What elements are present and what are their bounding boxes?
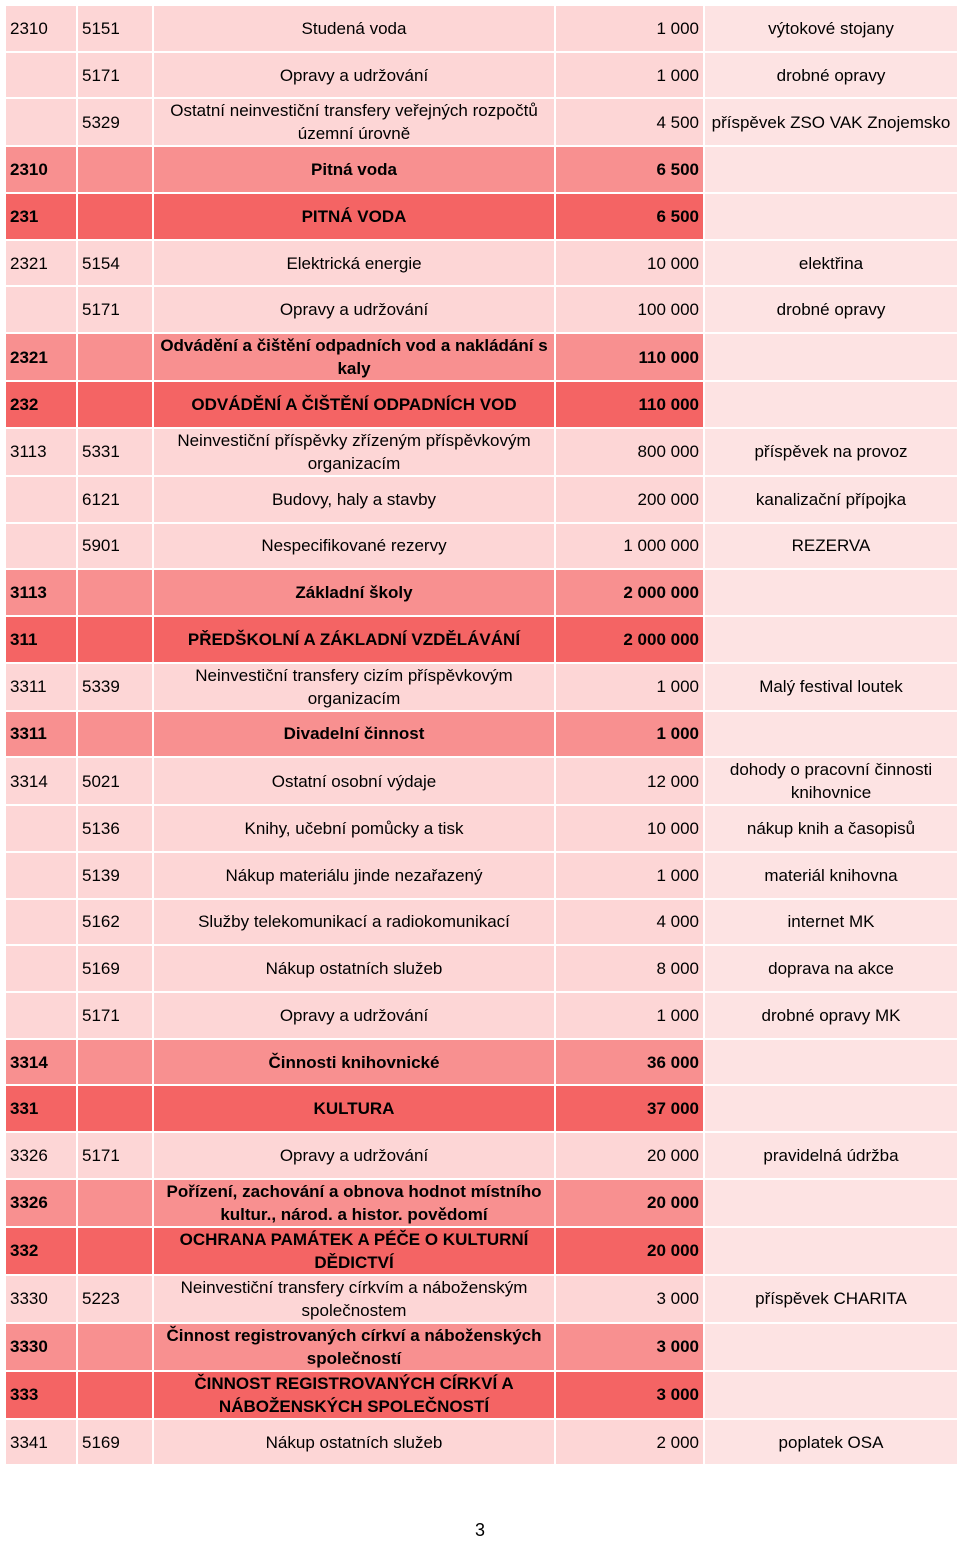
- paragraph-cell: 2310: [5, 5, 77, 52]
- note-cell: [704, 146, 958, 193]
- note-cell: [704, 193, 958, 240]
- note-cell: [704, 569, 958, 616]
- item-code-cell: [77, 333, 153, 381]
- note-cell: drobné opravy MK: [704, 992, 958, 1039]
- item-code-cell: 5169: [77, 1419, 153, 1466]
- paragraph-cell: 332: [5, 1227, 77, 1275]
- note-cell: [704, 711, 958, 758]
- paragraph-cell: 3330: [5, 1275, 77, 1323]
- paragraph-cell: [5, 852, 77, 899]
- amount-cell: 6 500: [555, 193, 704, 240]
- name-cell: ODVÁDĚNÍ A ČIŠTĚNÍ ODPADNÍCH VOD: [153, 381, 555, 428]
- amount-cell: 1 000: [555, 852, 704, 899]
- item-code-cell: 5171: [77, 1132, 153, 1179]
- paragraph-cell: 331: [5, 1085, 77, 1132]
- amount-cell: 110 000: [555, 333, 704, 381]
- name-cell: Pitná voda: [153, 146, 555, 193]
- item-code-cell: [77, 1179, 153, 1227]
- table-row: [5, 1419, 958, 1466]
- note-cell: výtokové stojany: [704, 5, 958, 52]
- item-code-cell: [77, 711, 153, 758]
- name-cell: Pořízení, zachování a obnova hodnot místního kultur., národ. a histor. povědomí: [153, 1179, 555, 1227]
- name-cell: Ostatní neinvestiční transfery veřejných rozpočtů územní úrovně: [153, 98, 555, 146]
- table-row: [5, 523, 958, 570]
- amount-cell: 2 000 000: [555, 569, 704, 616]
- note-cell: [704, 1179, 958, 1227]
- amount-cell: 1 000: [555, 52, 704, 99]
- paragraph-cell: [5, 992, 77, 1039]
- amount-cell: 3 000: [555, 1371, 704, 1419]
- amount-cell: 8 000: [555, 945, 704, 992]
- name-cell: Divadelní činnost: [153, 711, 555, 758]
- amount-cell: 1 000: [555, 711, 704, 758]
- table-row: [5, 428, 958, 476]
- paragraph-cell: 231: [5, 193, 77, 240]
- amount-cell: 20 000: [555, 1132, 704, 1179]
- name-cell: Nákup ostatních služeb: [153, 1419, 555, 1466]
- name-cell: Opravy a udržování: [153, 52, 555, 99]
- item-code-cell: 5151: [77, 5, 153, 52]
- table-row: [5, 945, 958, 992]
- name-cell: Neinvestiční transfery cizím příspěvkovým organizacím: [153, 663, 555, 711]
- name-cell: OCHRANA PAMÁTEK A PÉČE O KULTURNÍ DĚDICTVÍ: [153, 1227, 555, 1275]
- name-cell: Činnost registrovaných církví a náboženských společností: [153, 1323, 555, 1371]
- name-cell: Neinvestiční transfery církvím a náboženským společnostem: [153, 1275, 555, 1323]
- item-code-cell: [77, 193, 153, 240]
- amount-cell: 110 000: [555, 381, 704, 428]
- table-row: [5, 286, 958, 333]
- name-cell: Nákup ostatních služeb: [153, 945, 555, 992]
- note-cell: kanalizační přípojka: [704, 476, 958, 523]
- paragraph-cell: [5, 52, 77, 99]
- note-cell: drobné opravy: [704, 286, 958, 333]
- paragraph-cell: 3311: [5, 711, 77, 758]
- amount-cell: 10 000: [555, 240, 704, 287]
- amount-cell: 6 500: [555, 146, 704, 193]
- note-cell: pravidelná údržba: [704, 1132, 958, 1179]
- item-code-cell: [77, 1323, 153, 1371]
- note-cell: [704, 1227, 958, 1275]
- amount-cell: 2 000: [555, 1419, 704, 1466]
- note-cell: příspěvek na provoz: [704, 428, 958, 476]
- name-cell: Služby telekomunikací a radiokomunikací: [153, 899, 555, 946]
- table-row: [5, 240, 958, 287]
- paragraph-cell: [5, 945, 77, 992]
- name-cell: PITNÁ VODA: [153, 193, 555, 240]
- item-code-cell: 5329: [77, 98, 153, 146]
- group-total-row: [5, 381, 958, 428]
- table-row: [5, 757, 958, 805]
- name-cell: Opravy a udržování: [153, 1132, 555, 1179]
- note-cell: nákup knih a časopisů: [704, 805, 958, 852]
- item-code-cell: 5331: [77, 428, 153, 476]
- paragraph-cell: 232: [5, 381, 77, 428]
- item-code-cell: 6121: [77, 476, 153, 523]
- paragraph-cell: 3341: [5, 1419, 77, 1466]
- name-cell: Ostatní osobní výdaje: [153, 757, 555, 805]
- paragraph-subtotal-row: [5, 146, 958, 193]
- item-code-cell: 5171: [77, 992, 153, 1039]
- paragraph-cell: 333: [5, 1371, 77, 1419]
- amount-cell: 1 000 000: [555, 523, 704, 570]
- note-cell: drobné opravy: [704, 52, 958, 99]
- note-cell: příspěvek ZSO VAK Znojemsko: [704, 98, 958, 146]
- note-cell: [704, 333, 958, 381]
- note-cell: [704, 616, 958, 663]
- amount-cell: 12 000: [555, 757, 704, 805]
- note-cell: [704, 1323, 958, 1371]
- item-code-cell: [77, 1227, 153, 1275]
- item-code-cell: 5169: [77, 945, 153, 992]
- paragraph-subtotal-row: [5, 711, 958, 758]
- table-row: [5, 98, 958, 146]
- paragraph-cell: [5, 98, 77, 146]
- paragraph-cell: 2310: [5, 146, 77, 193]
- table-row: [5, 899, 958, 946]
- group-total-row: [5, 1085, 958, 1132]
- group-total-row: [5, 193, 958, 240]
- amount-cell: 4 500: [555, 98, 704, 146]
- note-cell: příspěvek CHARITA: [704, 1275, 958, 1323]
- amount-cell: 100 000: [555, 286, 704, 333]
- amount-cell: 4 000: [555, 899, 704, 946]
- note-cell: [704, 1371, 958, 1419]
- name-cell: Odvádění a čištění odpadních vod a nakládání s kaly: [153, 333, 555, 381]
- paragraph-cell: [5, 805, 77, 852]
- item-code-cell: [77, 1085, 153, 1132]
- item-code-cell: [77, 1039, 153, 1086]
- amount-cell: 37 000: [555, 1085, 704, 1132]
- name-cell: Elektrická energie: [153, 240, 555, 287]
- name-cell: Základní školy: [153, 569, 555, 616]
- item-code-cell: 5136: [77, 805, 153, 852]
- amount-cell: 800 000: [555, 428, 704, 476]
- table-row: [5, 663, 958, 711]
- paragraph-subtotal-row: [5, 569, 958, 616]
- amount-cell: 200 000: [555, 476, 704, 523]
- paragraph-cell: [5, 476, 77, 523]
- table-row: [5, 992, 958, 1039]
- table-row: [5, 1275, 958, 1323]
- amount-cell: 1 000: [555, 5, 704, 52]
- paragraph-cell: 3314: [5, 757, 77, 805]
- paragraph-cell: [5, 899, 77, 946]
- name-cell: Činnosti knihovnické: [153, 1039, 555, 1086]
- item-code-cell: 5154: [77, 240, 153, 287]
- note-cell: REZERVA: [704, 523, 958, 570]
- note-cell: [704, 1039, 958, 1086]
- item-code-cell: 5162: [77, 899, 153, 946]
- item-code-cell: 5171: [77, 52, 153, 99]
- paragraph-cell: [5, 523, 77, 570]
- budget-table: [4, 4, 959, 1466]
- name-cell: ČINNOST REGISTROVANÝCH CÍRKVÍ A NÁBOŽENSKÝCH SPOLEČNOSTÍ: [153, 1371, 555, 1419]
- note-cell: doprava na akce: [704, 945, 958, 992]
- note-cell: [704, 1085, 958, 1132]
- paragraph-cell: 3113: [5, 569, 77, 616]
- amount-cell: 3 000: [555, 1275, 704, 1323]
- paragraph-cell: 311: [5, 616, 77, 663]
- item-code-cell: 5171: [77, 286, 153, 333]
- item-code-cell: 5339: [77, 663, 153, 711]
- name-cell: Opravy a udržování: [153, 992, 555, 1039]
- paragraph-cell: 3311: [5, 663, 77, 711]
- item-code-cell: [77, 569, 153, 616]
- item-code-cell: 5139: [77, 852, 153, 899]
- paragraph-cell: 3326: [5, 1132, 77, 1179]
- paragraph-subtotal-row: [5, 333, 958, 381]
- note-cell: internet MK: [704, 899, 958, 946]
- name-cell: Knihy, učební pomůcky a tisk: [153, 805, 555, 852]
- group-total-row: [5, 1371, 958, 1419]
- name-cell: PŘEDŠKOLNÍ A ZÁKLADNÍ VZDĚLÁVÁNÍ: [153, 616, 555, 663]
- item-code-cell: 5901: [77, 523, 153, 570]
- note-cell: [704, 381, 958, 428]
- amount-cell: 10 000: [555, 805, 704, 852]
- paragraph-cell: [5, 286, 77, 333]
- name-cell: Studená voda: [153, 5, 555, 52]
- table-row: [5, 5, 958, 52]
- item-code-cell: 5223: [77, 1275, 153, 1323]
- name-cell: Budovy, haly a stavby: [153, 476, 555, 523]
- table-row: [5, 805, 958, 852]
- name-cell: KULTURA: [153, 1085, 555, 1132]
- table-row: [5, 52, 958, 99]
- paragraph-cell: 3314: [5, 1039, 77, 1086]
- paragraph-cell: 3326: [5, 1179, 77, 1227]
- paragraph-subtotal-row: [5, 1179, 958, 1227]
- note-cell: Malý festival loutek: [704, 663, 958, 711]
- amount-cell: 3 000: [555, 1323, 704, 1371]
- table-row: [5, 1132, 958, 1179]
- table-row: [5, 476, 958, 523]
- name-cell: Neinvestiční příspěvky zřízeným příspěvkovým organizacím: [153, 428, 555, 476]
- amount-cell: 2 000 000: [555, 616, 704, 663]
- paragraph-subtotal-row: [5, 1039, 958, 1086]
- note-cell: materiál knihovna: [704, 852, 958, 899]
- paragraph-subtotal-row: [5, 1323, 958, 1371]
- paragraph-cell: 2321: [5, 333, 77, 381]
- amount-cell: 36 000: [555, 1039, 704, 1086]
- amount-cell: 1 000: [555, 663, 704, 711]
- amount-cell: 20 000: [555, 1179, 704, 1227]
- item-code-cell: [77, 1371, 153, 1419]
- table-row: [5, 852, 958, 899]
- paragraph-cell: 2321: [5, 240, 77, 287]
- note-cell: elektřina: [704, 240, 958, 287]
- group-total-row: [5, 1227, 958, 1275]
- amount-cell: 20 000: [555, 1227, 704, 1275]
- item-code-cell: 5021: [77, 757, 153, 805]
- group-total-row: [5, 616, 958, 663]
- paragraph-cell: 3113: [5, 428, 77, 476]
- item-code-cell: [77, 616, 153, 663]
- amount-cell: 1 000: [555, 992, 704, 1039]
- name-cell: Nespecifikované rezervy: [153, 523, 555, 570]
- note-cell: dohody o pracovní činnosti knihovnice: [704, 757, 958, 805]
- budget-table-body: [5, 5, 958, 1465]
- name-cell: Opravy a udržování: [153, 286, 555, 333]
- page-number: 3: [474, 1520, 485, 1540]
- note-cell: poplatek OSA: [704, 1419, 958, 1466]
- name-cell: Nákup materiálu jinde nezařazený: [153, 852, 555, 899]
- paragraph-cell: 3330: [5, 1323, 77, 1371]
- item-code-cell: [77, 381, 153, 428]
- item-code-cell: [77, 146, 153, 193]
